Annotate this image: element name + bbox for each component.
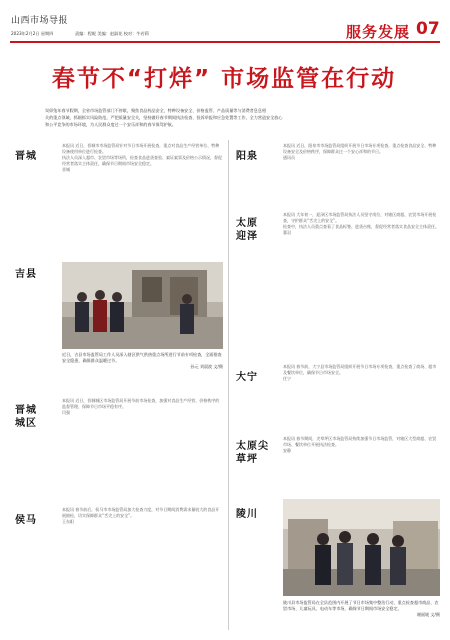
section-title: 服务发展 — [346, 23, 411, 41]
section-heading-daning: 大宁 — [236, 372, 258, 383]
masthead-rule — [10, 41, 440, 43]
section-body-yingze: 本报讯 大年初一，迎泽区市场监管局执法人员坚守岗位，对辖区商超、农贸市场开展检查，守护群众“舌尖上的安全”。 检查中，执法人员重点查看了食品标签、进货台账，督促经营者落实食品安全主体责任。 董羽 — [283, 212, 439, 235]
lingchuan-photo — [283, 499, 440, 596]
editor-line: 责编：程妮 美编：赵淑花 校对：牛若莉 — [75, 31, 149, 36]
section-heading-houma: 侯马 — [15, 515, 37, 526]
jixian-caption: 近日，吉县市场监管局工作人员深入辖区供气供热重点场所进行节前专项检查，全面排查安全隐患，确保群众温暖过节。 孙元 刘晨波 文/摄 — [62, 352, 223, 370]
section-heading-jincheng-district: 晋城城区 — [15, 405, 37, 429]
jixian-photo — [62, 262, 223, 349]
section-heading-yangquan: 阳泉 — [236, 151, 258, 162]
section-heading-jincheng: 晋城 — [15, 151, 37, 162]
page-number: 07 — [416, 19, 440, 39]
section-body-yangquan: 本报讯 近日，阳泉市市场监管局组织开展节日市场专项检查，重点检查食品安全、特种设备安全及价格秩序，保障群众过一个安心祥和的节日。 通讯员 — [283, 143, 437, 160]
section-heading-jiancaoping: 太原尖草坪 — [236, 441, 269, 465]
inspection-scene-icon — [62, 262, 223, 349]
lead-line: 关的重点领域，抓细抓实风险防范，严把质量安全关，坚持做好春节期间执法检查、投诉举报和应急处置等工作，全力营造安全放心 — [45, 115, 283, 120]
lead-box — [45, 107, 415, 128]
date-line: 2023年2月2日 星期四 — [11, 31, 54, 36]
column-divider — [228, 140, 229, 630]
section-body-jincheng-district: 本报讯 近日，晋城城区市场监管局开展节前市场检查，加强对食品生产经营、价格秩序的监督管理，保障节日市场平稳有序。 闫强 — [62, 398, 220, 415]
lead-line: 癸卯兔年春节假期，全省市场监管部门不停歇，聚焦食品药品安全、特种设备安全、价格监管、产品质量等与消费者息息相 — [45, 108, 267, 113]
headline: 春节不“打烊” 市场监管在行动 — [51, 66, 397, 92]
lead-line: 和公平竞争的市场环境，为人民群众度过一个安乐祥和的春节保驾护航。 — [45, 122, 176, 127]
lingchuan-caption: 陵川县市场监管局在全县范围内开展了节日市场集中整治行动，重点检查超市商品、农贸市场、儿童玩具、电动车等市场，确保节日期间市场安全稳定。 谢丽媛 文/摄 — [283, 600, 440, 618]
section-body-houma: 本报讯 春节前后，侯马市市场监管局加大检查力度，对节日期间消费需求量较大的食品开展抽检，切实保障群众“舌尖上的安全”。 王东阳 — [62, 507, 220, 524]
section-heading-lingchuan: 陵川 — [236, 509, 258, 520]
section-body-daning: 本报讯 春节前，大宁县市场监管局组织开展节日市场专项检查，重点检查了商场、超市及餐饮单位，确保节日市场安全。 任宁 — [283, 364, 437, 381]
section-body-jiancaoping: 本报讯 春节期间，尖草坪区市场监管局持续加强节日市场监管，对辖区大型商超、农贸市场、餐饮单位开展执法检查。 安静 — [283, 436, 437, 453]
section-heading-jixian: 吉县 — [15, 269, 37, 280]
paper-name: 山西市场导报 — [11, 16, 69, 26]
market-inspection-scene-icon — [283, 499, 440, 596]
section-body-jincheng: 本报讯 近日，晋城市市场监管局针对节日市场开展检查，重点对食品生产经营单位、特种设备使用单位进行检查。 执法人员深入超市、农贸市场等场所，检查食品进货查验、索证索票及价格公示情况，督促经营者落实主体责任，确保节日期间市场安全稳定。 晋城 — [62, 143, 222, 172]
section-heading-yingze: 太原迎泽 — [236, 218, 258, 242]
